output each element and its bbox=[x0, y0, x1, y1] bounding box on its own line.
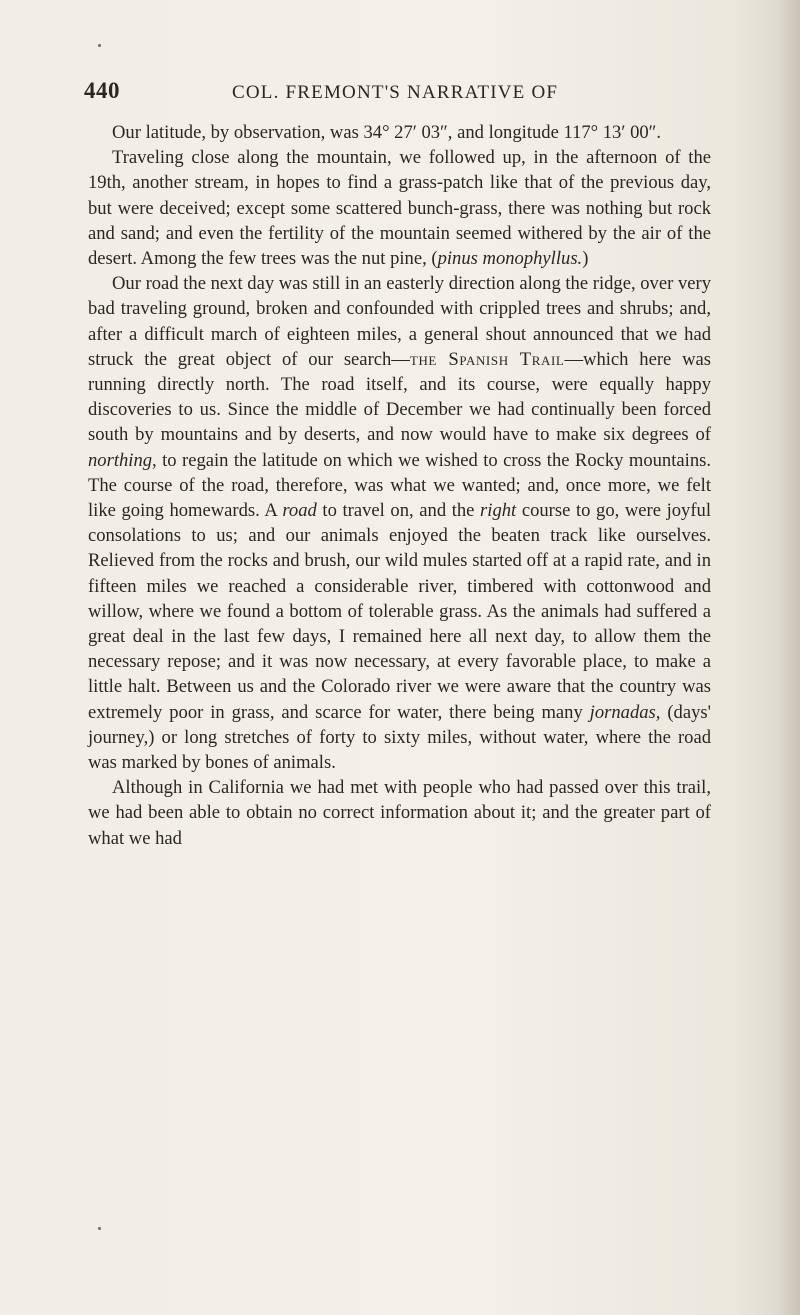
paragraph-text: ) bbox=[582, 248, 589, 270]
paragraph-text: Our latitude, by observation, was 34° 27′ 03″, and longitude 117° 13′ 00″. bbox=[112, 122, 662, 143]
paragraph-spanish-trail bbox=[88, 271, 711, 775]
paragraph-text: to regain the latitude on which we wished to cross the Rocky mountains. The course of the road, therefore, was what we wanted; and, once more, we felt like going homewards. A bbox=[88, 449, 711, 522]
paragraph-text: (days' journey,) or long stretches of forty to sixty miles, without water, where the road was marked by bones of animals. bbox=[88, 701, 711, 774]
print-speck bbox=[98, 44, 101, 47]
print-speck bbox=[98, 1227, 101, 1230]
page-header bbox=[84, 78, 724, 118]
paragraph-text: to travel on, and the bbox=[316, 500, 481, 522]
paragraph-text: Traveling close along the mountain, we followed up, in the afternoon of the 19th, another stream, in hopes to find a grass-patch like that of the previous day, but were deceived; except some scattered bunch-grass, there was nothing but rock and sand; and even the fertility of the mountain seemed withered by the air of the desert. Among the few trees was the nut pine, ( bbox=[88, 147, 711, 270]
italic-term: northing, bbox=[88, 449, 157, 471]
paragraph-text: Our road the next day was still in an easterly direction along the ridge, over very bad traveling ground, broken and confounded with crippled trees and shrubs; and, after a difficult march of eighteen miles, a general shout announced that we had struck the great object of our search— bbox=[88, 273, 711, 370]
paragraph-california bbox=[88, 775, 711, 851]
italic-term: jornadas, bbox=[589, 701, 661, 723]
page-number: 440 bbox=[84, 78, 120, 103]
small-caps-term: the Spanish Trail bbox=[409, 348, 565, 370]
italic-term: road bbox=[282, 500, 317, 522]
latin-name: pinus monophyllus. bbox=[437, 248, 583, 270]
paragraph-text: Although in California we had met with people who had passed over this trail, we had been able to obtain no correct information about it; and the greater part of what we had bbox=[88, 777, 711, 849]
body-text bbox=[88, 120, 711, 851]
paragraph-latitude bbox=[88, 120, 711, 145]
italic-term: right bbox=[480, 500, 517, 522]
page-edge-shadow bbox=[778, 0, 800, 1315]
paragraph-mountain-stream bbox=[88, 145, 711, 271]
paragraph-text: —which here was running directly north. The road itself, and its course, were equally happy discoveries to us. Since the middle of December we had continually been forced south by mountains and by deserts, and now would have to make six degrees of bbox=[88, 348, 711, 446]
paragraph-text: course to go, were joyful consolations to us; and our animals enjoyed the beaten track like ourselves. Relieved from the rocks and brush, our wild mules started off at a rapid rate, and in fifteen miles we reached a considerable river, timbered with cottonwood and willow, where we found a bottom of tolerable grass. As the animals had suffered a great deal in the last few days, I remained here all next day, to allow them the necessary repose; and it was now necessary, at every favorable place, to make a little halt. Between us and the Colorado river we were aware that the country was extremely poor in grass, and scarce for water, there being many bbox=[88, 500, 712, 723]
running-head: COL. FREMONT'S NARRATIVE OF bbox=[232, 82, 559, 103]
